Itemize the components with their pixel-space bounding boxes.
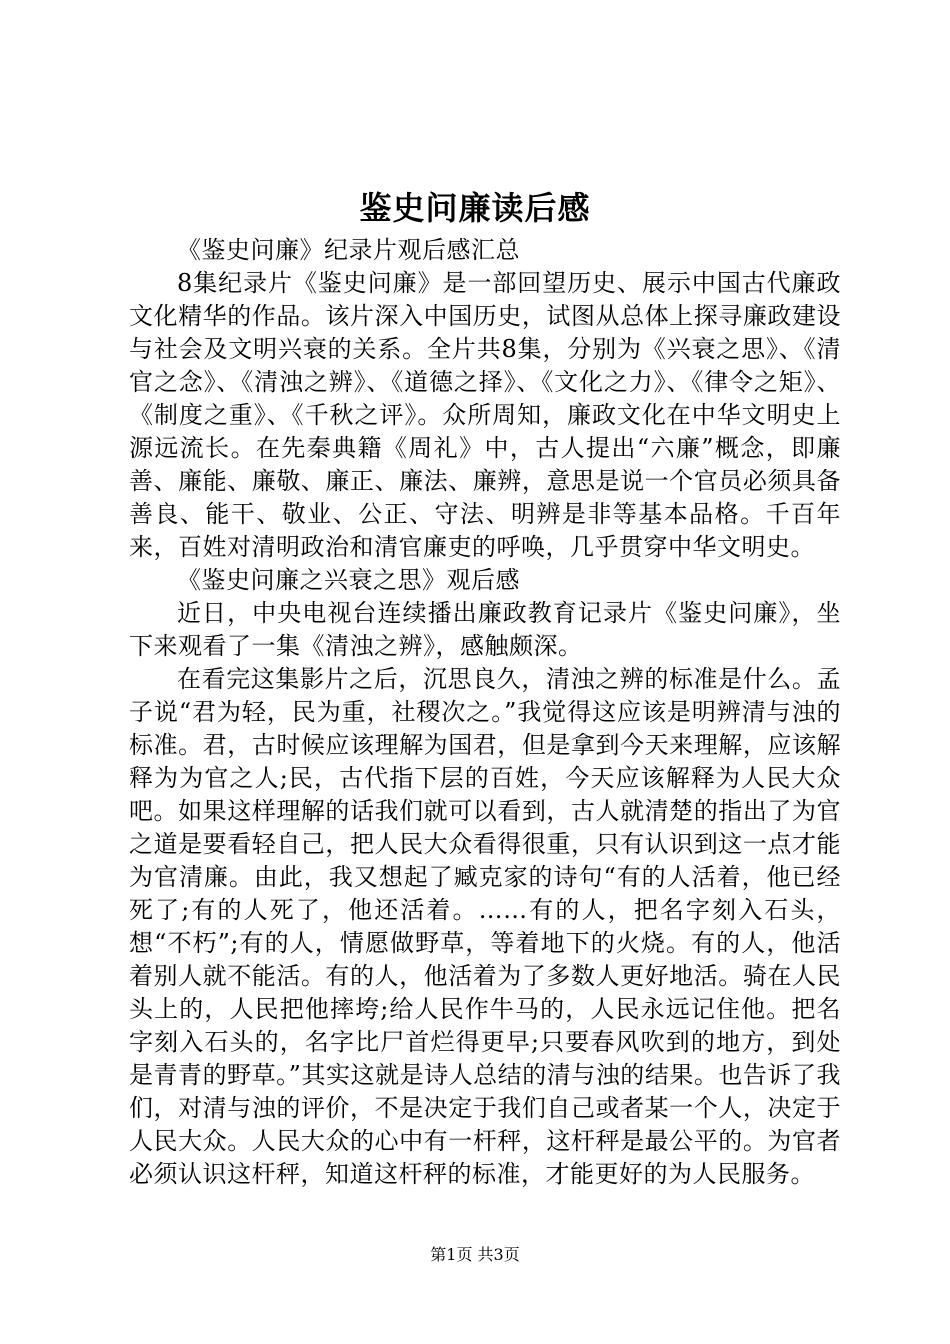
paragraph-broadcast: 近日，中央电视台连续播出廉政教育记录片《鉴史问廉》，坐下来观看了一集《清浊之辨》，感触颇深。 bbox=[129, 599, 841, 660]
document-body bbox=[129, 234, 841, 1191]
page-number-footer: 第1页 共3页 bbox=[430, 1245, 520, 1264]
paragraph-intro: 8集纪录片《鉴史问廉》是一部回望历史、展示中国古代廉政文化精华的作品。该片深入中国历史，试图从总体上探寻廉政建设与社会及文明兴衰的关系。全片共8集，分别为《兴衰之思》、《清官之念》、《清浊之辨》、《道德之择》、《文化之力》、《律令之矩》、《制度之重》、《千秋之评》。众所周知，廉政文化在中华文明史上源远流长。在先秦典籍《周礼》中，古人提出“六廉”概念，即廉善、廉能、廉敬、廉正、廉法、廉辨，意思是说一个官员必须具备善良、能干、敬业、公正、守法、明辨是非等基本品格。千百年来，百姓对清明政治和清官廉吏的呼唤，几乎贯穿中华文明史。 bbox=[129, 269, 841, 561]
paragraph-reflection: 在看完这集影片之后，沉思良久，清浊之辨的标准是什么。孟子说“君为轻，民为重，社稷次之。”我觉得这应该是明辨清与浊的标准。君，古时候应该理解为国君，但是拿到今天来理解，应该解释为为官之人;民，古代指下层的百姓，今天应该解释为人民大众吧。如果这样理解的话我们就可以看到，古人就清楚的指出了为官之道是要看轻自己，把人民大众看得很重，只有认识到这一点才能为官清廉。由此，我又想起了臧克家的诗句“有的人活着，他已经死了;有的人死了，他还活着。……有的人，把名字刻入石头，想“不朽”;有的人，情愿做野草，等着地下的火烧。有的人，他活着别人就不能活。有的人，他活着为了多数人更好地活。骑在人民头上的，人民把他摔垮;给人民作牛马的，人民永远记住他。把名字刻入石头的，名字比尸首烂得更早;只要春风吹到的地方，到处是青青的野草。”其实这就是诗人总结的清与浊的结果。也告诉了我们，对清与浊的评价，不是决定于我们自己或者某一个人，决定于人民大众。人民大众的心中有一杆秤，这杆秤是最公平的。为官者必须认识这杆秤，知道这杆秤的标准，才能更好的为人民服务。 bbox=[129, 665, 841, 1188]
section-heading-summary: 《鉴史问廉》纪录片观后感汇总 bbox=[177, 236, 520, 264]
document-title: 鉴史问廉读后感 bbox=[359, 189, 591, 227]
section-heading-review: 《鉴史问廉之兴衰之思》观后感 bbox=[177, 566, 520, 594]
